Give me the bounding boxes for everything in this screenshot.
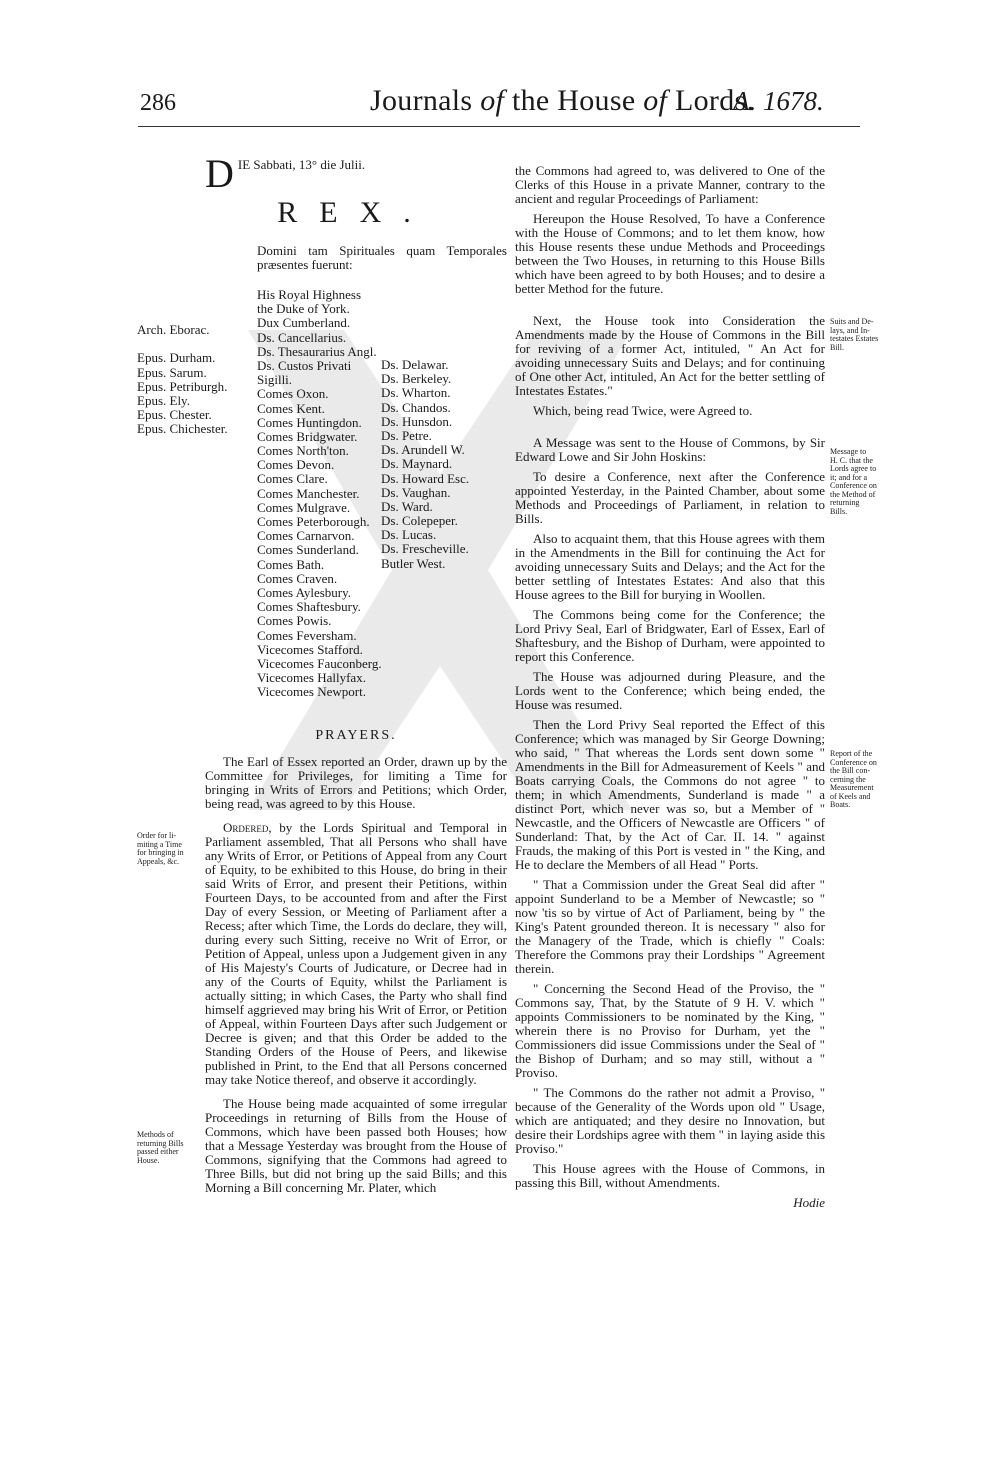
paragraph-order (205, 821, 507, 1087)
paragraph-r1: the Commons had agreed to, was delivered to One of the Clerks of this House in a private Manner, contrary to the ancient and regular Proceedings of Parliament: (515, 163, 825, 206)
order-text: by the Lords Spiritual and Temporal in Parliament assembled, That all Persons who shall have any Writs of Error, or Petitions of Appeal from any Court of Equity, to be exhibited to this House, do bring in their said Writs of Error, and present their Petitions, within Fourteen Days, to be accounted from and after the First Day of every Session, or Meeting of Parliament after a Recess; after which Time, the Lords do declare, they will, during every such Sitting, receive no Writ of Error, or Petition of Appeal, unless upon a Judgement given in any of His Majesty's Courts of Judicature, or Decree had in any of the Courts of Equity, whilst the Parliament is actually sitting; in which Cases, the Party who shall find himself aggrieved may bring his Writ of Error, or Petition of Appeal, within Fourteen Days after such Judgement or Decree is given; and that this Order be added to the Standing Orders of the House of Peers, and likewise published in Print, to the End that all Persons concerned may take Notice thereof, and observe it accordingly. (205, 820, 507, 1087)
margin-line: House. (137, 1155, 160, 1165)
peer-item: Comes Bath. (257, 556, 325, 572)
clergy-list (137, 323, 228, 437)
paragraph-essex-report: The Earl of Essex reported an Order, drawn up by the Committee for Privileges, for limiting a Time for bringing in Writs of Errors and Petitions; which Order, being read, was agreed to by this House. (205, 754, 507, 811)
peer-item: Comes Devon. (257, 457, 335, 473)
title-of-2: of (635, 84, 668, 117)
title-lords: Lords. (667, 84, 755, 117)
header-rule (138, 126, 860, 127)
date-text: IE Sabbati, 13° die Julii. (237, 157, 366, 172)
peer-item: Vicecomes Fauconberg. (257, 655, 382, 671)
margin-line: of Keels and (830, 791, 871, 801)
margin-note-order (137, 832, 201, 866)
peer-item: Ds. Petre. (381, 427, 432, 443)
peer-item: Comes Peterborough. (257, 514, 370, 529)
margin-line: Bill. (830, 342, 845, 352)
paragraph-r10: Then the Lord Privy Seal reported the Effect of this Conference; which was managed by Sir George Downing; who said, " That whereas the Lords sent down some " Amendments in the Bill for Admeasurement of Keels " and Boats carrying Coals, the Commons do not agree " to them; in which Amendments, Sunderland is made " a distinct Port, which never was so, but a Member of " Newcastle, and the Officers of Newcastle are Officers " of Sunderland: That, by the Act of Car. II. 14. " against Frauds, the making of this Port is vested in " the King, and He to declare the Members of all Head " Ports. (515, 717, 825, 872)
peer-item: Ds. Chandos. (381, 399, 451, 415)
peer-item: Dux Cumberland. (257, 315, 351, 331)
margin-line: Report of the (830, 749, 873, 758)
paragraph-r13: " The Commons do the rather not admit a Proviso, " because of the Generality of the Words upon old " Usage, which are antiquated; and they desire no Innovation, but desire their Lordships agree with them " in laying aside this Proviso." (515, 1085, 826, 1156)
margin-line: cerning the (830, 774, 866, 784)
peer-item: Ds. Lucas. (381, 527, 437, 543)
peer-item: Ds. Hunsdon. (381, 413, 453, 429)
margin-line: Measurement (830, 783, 874, 792)
year: A. 1678. (733, 86, 824, 116)
margin-line: Methods of (137, 1130, 174, 1139)
peer-item: Ds. Wharton. (381, 385, 451, 401)
margin-line: returning (830, 498, 860, 507)
title-prefix: Journals (370, 84, 481, 117)
left-column-top (205, 151, 505, 232)
peers-list-1 (257, 288, 382, 699)
margin-line: the Method of (830, 489, 876, 499)
margin-line: miting a Time (137, 839, 182, 849)
margin-line: testates Estates (830, 334, 879, 343)
peer-item: Ds. Berkeley. (381, 371, 452, 387)
peer-item: Ds. Cancellarius. (257, 329, 347, 345)
peer-item: Vicecomes Stafford. (257, 641, 363, 657)
clergy-item: Arch. Eborac. (137, 322, 210, 337)
domini-line: Domini tam Spirituales quam Temporales præsentes fuerunt: (257, 243, 507, 272)
peer-item: Comes Aylesbury. (257, 584, 352, 600)
peer-item: Ds. Ward. (381, 498, 433, 514)
paragraph-r4: Which, being read Twice, were Agreed to. (533, 403, 753, 418)
peer-item: Ds. Delawar. (381, 357, 449, 372)
peer-item: Comes Powis. (257, 613, 332, 629)
peer-item: Comes Carnarvon. (257, 528, 355, 544)
peers-list-2 (381, 358, 469, 571)
margin-line: it; and for a (830, 472, 868, 482)
margin-note-message (830, 448, 894, 516)
margin-note-methods (137, 1131, 201, 1165)
margin-note-suits (830, 318, 894, 352)
page-number: 286 (140, 90, 176, 116)
margin-line: the Bill con- (830, 766, 870, 775)
left-column-body (205, 715, 507, 1201)
catchword: Hodie (793, 1195, 825, 1210)
paragraph-irregular-proceedings: The House being made acquainted of some irregular Proceedings in returning of Bills from the House of Commons, which have been passed both Houses; how that a Message Yesterday was brought from the House of Commons, signifying that the Commons had agreed to Three Bills, but did not bring up the said Bills; and this Morning a Bill concerning Mr. Plater, which (205, 1096, 507, 1195)
margin-line: passed either (137, 1147, 179, 1156)
prayers-heading: PRAYERS. (315, 728, 397, 743)
peer-item: Comes Mulgrave. (257, 499, 351, 515)
paragraph-r3: Next, the House took into Consideration the Amendments made by the House of Commons in the Bill for reviving of a former Act, intituled, " An Act for avoiding unnecessary Suits and Delays; and for continuing of One other Act, intituled, An Act for the better settling of Intestates Estates." (515, 313, 825, 398)
margin-line: Appeals, &c. (137, 856, 179, 866)
date-line (205, 151, 505, 196)
peer-item: Ds. Maynard. (381, 456, 453, 472)
peer-item: Ds. Thesaurarius Angl. (257, 343, 377, 359)
margin-note-report (830, 750, 894, 810)
peer-item: Comes Feversham. (257, 627, 357, 643)
peer-item: Ds. Vaughan. (381, 484, 451, 500)
paragraph-r11: " That a Commission under the Great Seal did after " appoint Sunderland to be a Member of Newcastle; so " now 'tis so by virtue of Act of Parliament, being by " the King's Patent grounded thereon. It is necessary " also for the Managery of the Trade, which is chiefly " Coals: Therefore the Commons pray their Lordships " Agreement therein. (515, 877, 825, 976)
peer-item: Comes Oxon. (257, 386, 329, 402)
clergy-item: Epus. Chester. (137, 407, 212, 423)
clergy-item: Epus. Durham. (137, 350, 216, 366)
clergy-item (137, 337, 228, 351)
peer-item: Comes Shaftesbury. (257, 599, 361, 615)
peer-item: Comes Huntingdon. (257, 414, 362, 430)
margin-line: lays, and In- (830, 325, 870, 335)
paragraph-r5: A Message was sent to the House of Commons, by Sir Edward Lowe and Sir John Hoskins: (515, 435, 825, 464)
peer-item: Vicecomes Newport. (257, 684, 366, 700)
peer-item: Vicecomes Hallyfax. (257, 670, 366, 686)
margin-line: H. C. that the (830, 455, 873, 465)
peer-item: Ds. Howard Esc. (381, 470, 470, 486)
title-mid: the (504, 84, 558, 117)
peer-item: Butler West. (381, 555, 446, 571)
peer-item: Comes Manchester. (257, 485, 360, 501)
peer-item: Comes North'ton. (257, 443, 349, 459)
peer-item: Ds. Custos Privati (257, 357, 352, 373)
peer-item: Comes Bridgwater. (257, 428, 358, 444)
peer-item: Comes Kent. (257, 400, 325, 416)
margin-line: Suits and De- (830, 317, 874, 326)
margin-line: Conference on (830, 757, 877, 767)
clergy-item: Epus. Sarum. (137, 364, 207, 380)
title-house: House (557, 84, 636, 117)
margin-line: for bringing in (137, 848, 184, 857)
rex-heading: REX. (277, 196, 433, 229)
peer-item: Ds. Frescheville. (381, 541, 469, 557)
paragraph-r2: Hereupon the House Resolved, To have a Conference with the House of Commons; and to let them know, how this House resents these undue Methods and Proceedings between the Two Houses, in returning to this House Bills which have been agreed to by both Houses; and to desire a better Method for the future. (515, 211, 825, 296)
margin-line: Message to (830, 447, 867, 456)
paragraph-r9: The House was adjourned during Pleasure, and the Lords went to the Conference; which being ended, the House was resumed. (515, 669, 825, 712)
margin-line: Order for li- (137, 831, 177, 840)
peer-item: Comes Sunderland. (257, 542, 359, 558)
ordered-lead: Ordered, (223, 820, 272, 835)
clergy-item: Epus. Ely. (137, 392, 190, 408)
peer-item: Ds. Colepeper. (381, 513, 458, 529)
dropcap: D (205, 151, 234, 196)
right-column (515, 164, 825, 1210)
peer-item: His Royal Highness (257, 287, 361, 302)
paragraph-r7: Also to acquaint them, that this House agrees with them in the Amendments in the Bill for continuing the Act for avoiding unnecessary Suits and Delays; and the Act for the better settling of Intestates Estates: And also that this House agrees to the Bill for burying in Woollen. (515, 531, 825, 602)
running-title (370, 84, 754, 118)
paragraph-r14: This House agrees with the House of Commons, in passing this Bill, without Amendments. (515, 1161, 825, 1190)
peer-item: Ds. Arundell W. (381, 442, 465, 458)
peer-item: Comes Craven. (257, 570, 338, 586)
peer-item: Sigilli. (257, 372, 293, 388)
margin-line: Lords agree to (830, 464, 877, 473)
paragraph-r6: To desire a Conference, next after the Conference appointed Yesterday, in the Painted Chamber, about some Methods and Proceedings of Parliament, in relation to Bills. (515, 469, 825, 526)
paragraph-r8: The Commons being come for the Conference; the Lord Privy Seal, Earl of Bridgwater, Earl of Essex, Earl of Shaftesbury, and the Bishop of Durham, were appointed to report this Conference. (515, 607, 825, 664)
margin-line: Bills. (830, 506, 848, 516)
margin-line: returning Bills (137, 1138, 184, 1148)
clergy-item: Epus. Petriburgh. (137, 378, 228, 394)
paragraph-r12: " Concerning the Second Head of the Proviso, the " Commons say, That, by the Statute of 9 H. V. which " appoints Commissioners to be nominated by the King, " wherein there is no Proviso for Durham, yet the " Commissioners did issue Commissions under the Seal of " the Bishop of Durham; and so may still, without a " Proviso. (515, 981, 825, 1080)
margin-line: Boats. (830, 800, 851, 809)
title-of: of (480, 84, 505, 117)
peer-item: the Duke of York. (257, 301, 350, 317)
clergy-item: Epus. Chichester. (137, 421, 228, 437)
margin-line: Conference on (830, 481, 877, 490)
peer-item: Comes Clare. (257, 471, 328, 487)
